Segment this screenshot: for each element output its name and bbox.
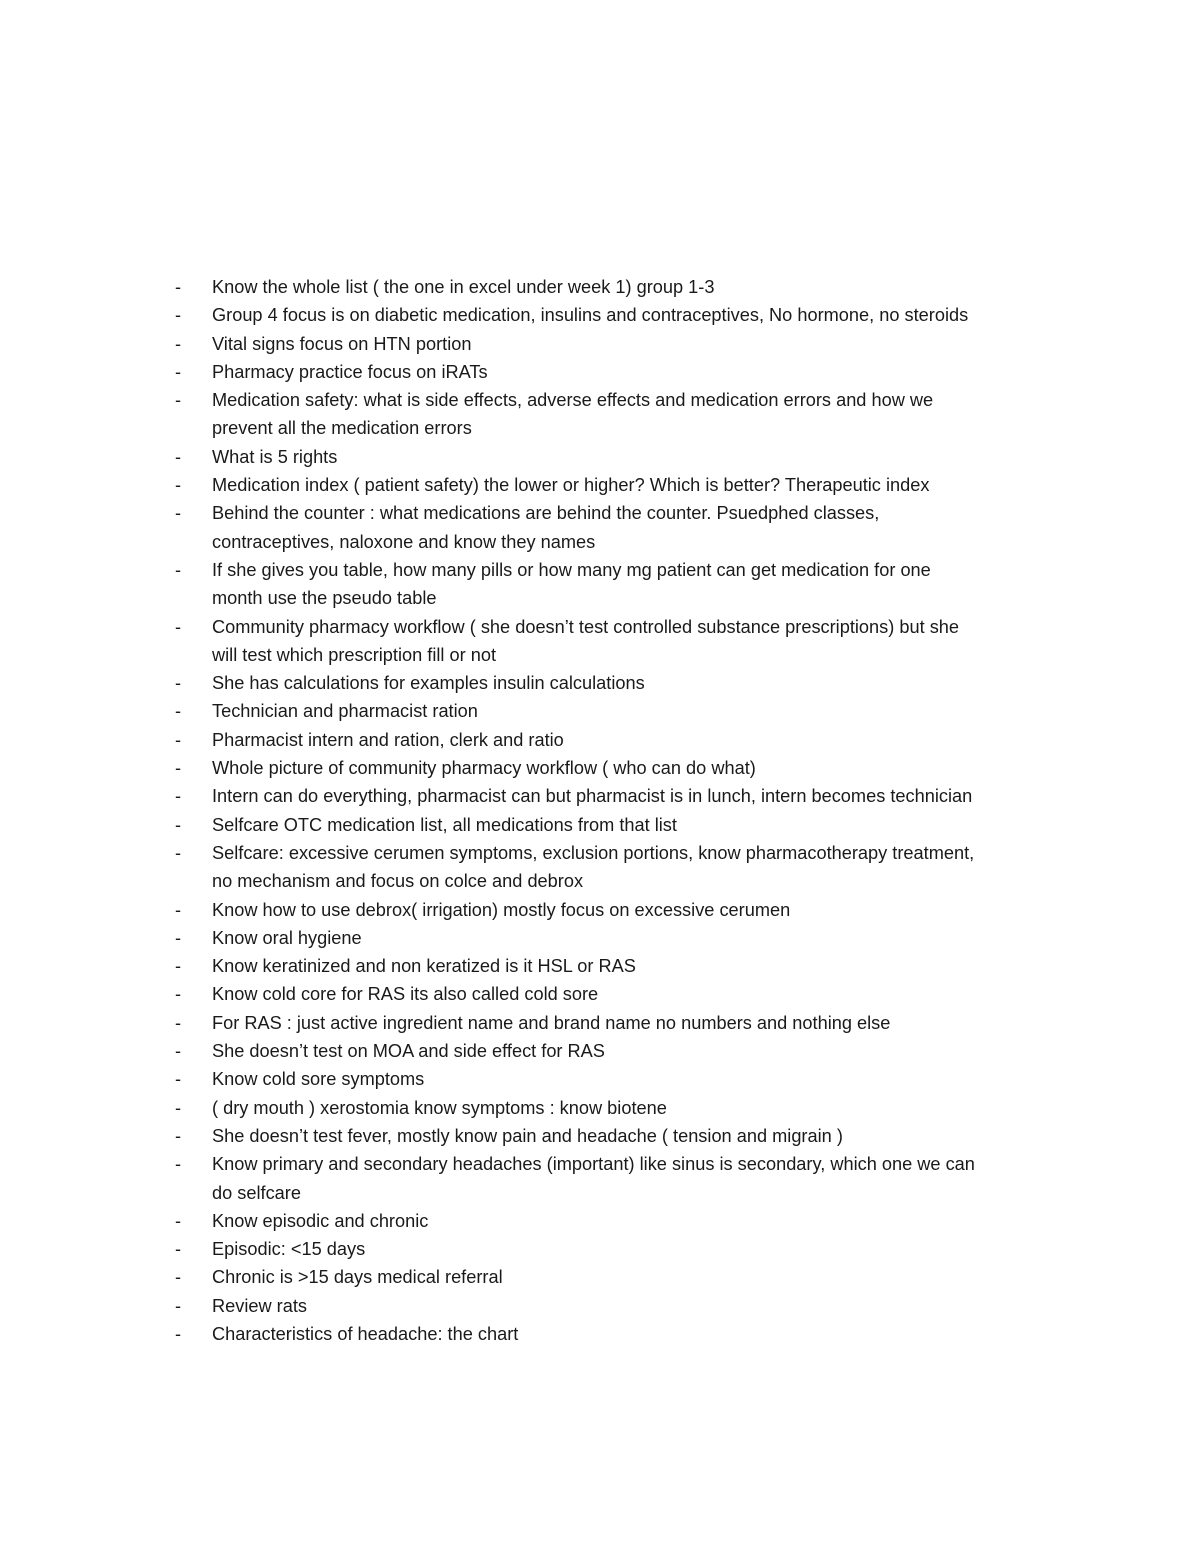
bullet-dash: - xyxy=(175,729,182,750)
list-item xyxy=(172,1150,1072,1207)
list-item-text: Selfcare: excessive cerumen symptoms, exclusion portions, know pharmacotherapy treatment, no mechanism and focus on colce and debrox xyxy=(212,842,975,892)
list-item-text: Whole picture of community pharmacy workflow ( who can do what) xyxy=(212,758,756,779)
bullet-dash: - xyxy=(175,927,182,948)
list-item xyxy=(172,839,1072,896)
bullet-dash: - xyxy=(175,333,182,354)
list-item xyxy=(172,1207,1072,1235)
list-item-text: Know keratinized and non keratized is it HSL or RAS xyxy=(212,956,636,977)
list-item-text: Intern can do everything, pharmacist can but pharmacist is in lunch, intern becomes technician xyxy=(212,786,973,807)
bullet-dash: - xyxy=(175,786,182,807)
list-item-text: Vital signs focus on HTN portion xyxy=(212,333,472,354)
list-item xyxy=(172,726,1072,754)
list-item xyxy=(172,697,1072,725)
bullet-dash: - xyxy=(175,1154,182,1175)
bullet-dash: - xyxy=(175,1210,182,1231)
list-item xyxy=(172,1122,1072,1150)
list-item-text: Group 4 focus is on diabetic medication, insulins and contraceptives, No hormone, no steroids xyxy=(212,305,969,326)
bullet-dash: - xyxy=(175,1239,182,1260)
bullet-dash: - xyxy=(175,758,182,779)
list-item-text: Know cold sore symptoms xyxy=(212,1069,425,1090)
list-item xyxy=(172,471,1072,499)
list-item-text: She doesn’t test fever, mostly know pain and headache ( tension and migrain ) xyxy=(212,1125,843,1146)
bullet-dash: - xyxy=(175,1012,182,1033)
bullet-dash: - xyxy=(175,984,182,1005)
list-item xyxy=(172,301,1072,329)
bullet-dash: - xyxy=(175,842,182,863)
bullet-dash: - xyxy=(175,305,182,326)
notes-list xyxy=(172,273,1072,1348)
list-item-text: Know how to use debrox( irrigation) mostly focus on excessive cerumen xyxy=(212,899,791,920)
list-item-text: Chronic is >15 days medical referral xyxy=(212,1267,503,1288)
list-item-text: Behind the counter : what medications are behind the counter. Psuedphed classes, contraceptives, naloxone and know they names xyxy=(212,503,880,552)
list-item xyxy=(172,358,1072,386)
list-item xyxy=(172,330,1072,358)
list-item-text: Characteristics of headache: the chart xyxy=(212,1323,519,1344)
list-item xyxy=(172,669,1072,697)
list-item-text: Medication safety: what is side effects, adverse effects and medication errors and how we prevent all the medication errors xyxy=(212,390,934,439)
bullet-dash: - xyxy=(175,1097,182,1118)
bullet-dash: - xyxy=(175,616,182,637)
list-item-text: Selfcare OTC medication list, all medications from that list xyxy=(212,814,677,835)
bullet-dash: - xyxy=(175,899,182,920)
list-item xyxy=(172,1263,1072,1291)
list-item xyxy=(172,499,1072,556)
list-item xyxy=(172,386,1072,443)
list-item-text: Know the whole list ( the one in excel under week 1) group 1-3 xyxy=(212,277,715,297)
list-item-text: Episodic: <15 days xyxy=(212,1239,366,1260)
bullet-dash: - xyxy=(175,701,182,722)
list-item xyxy=(172,1320,1072,1348)
list-item xyxy=(172,556,1072,613)
list-item xyxy=(172,1009,1072,1037)
list-item xyxy=(172,896,1072,924)
list-item xyxy=(172,273,1072,301)
bullet-dash: - xyxy=(175,673,182,694)
list-item xyxy=(172,613,1072,670)
list-item-text: For RAS : just active ingredient name and brand name no numbers and nothing else xyxy=(212,1012,891,1033)
list-item xyxy=(172,782,1072,810)
list-item-text: Medication index ( patient safety) the lower or higher? Which is better? Therapeutic index xyxy=(212,475,930,496)
bullet-dash: - xyxy=(175,814,182,835)
list-item-text: She has calculations for examples insulin calculations xyxy=(212,673,645,694)
list-item-text: ( dry mouth ) xerostomia know symptoms : know biotene xyxy=(212,1097,667,1118)
list-item-text: What is 5 rights xyxy=(212,446,338,467)
list-item-text: If she gives you table, how many pills or how many mg patient can get medication for one month use the pseudo table xyxy=(212,559,931,609)
list-item-text: Know oral hygiene xyxy=(212,927,362,948)
list-item xyxy=(172,1037,1072,1065)
list-item-text: Know primary and secondary headaches (important) like sinus is secondary, which one we can do selfcare xyxy=(212,1154,975,1203)
list-item xyxy=(172,443,1072,471)
bullet-dash: - xyxy=(175,956,182,977)
list-item xyxy=(172,1235,1072,1263)
list-item-text: Pharmacy practice focus on iRATs xyxy=(212,361,488,382)
bullet-dash: - xyxy=(175,361,182,382)
list-item xyxy=(172,952,1072,980)
list-item-text: Review rats xyxy=(212,1295,308,1316)
list-item-text: Know episodic and chronic xyxy=(212,1210,429,1231)
list-item xyxy=(172,1094,1072,1122)
bullet-dash: - xyxy=(175,1295,182,1316)
list-item xyxy=(172,924,1072,952)
list-item xyxy=(172,754,1072,782)
bullet-dash: - xyxy=(175,1041,182,1062)
bullet-dash: - xyxy=(175,475,182,496)
list-item-text: Technician and pharmacist ration xyxy=(212,701,478,722)
list-item-text: Community pharmacy workflow ( she doesn’t test controlled substance prescriptions) but she will test which prescription fill or not xyxy=(212,616,960,665)
list-item xyxy=(172,1292,1072,1320)
list-item-text: Know cold core for RAS its also called cold sore xyxy=(212,984,599,1005)
list-item-text: Pharmacist intern and ration, clerk and ratio xyxy=(212,729,564,750)
bullet-dash: - xyxy=(175,1323,182,1344)
bullet-dash: - xyxy=(175,503,182,524)
bullet-dash: - xyxy=(175,277,182,297)
bullet-dash: - xyxy=(175,1069,182,1090)
bullet-dash: - xyxy=(175,1267,182,1288)
bullet-dash: - xyxy=(175,559,182,580)
bullet-dash: - xyxy=(175,390,182,411)
bullet-dash: - xyxy=(175,446,182,467)
list-item xyxy=(172,1065,1072,1093)
bullet-dash: - xyxy=(175,1125,182,1146)
list-item xyxy=(172,980,1072,1008)
list-item-text: She doesn’t test on MOA and side effect for RAS xyxy=(212,1041,605,1062)
list-item xyxy=(172,811,1072,839)
